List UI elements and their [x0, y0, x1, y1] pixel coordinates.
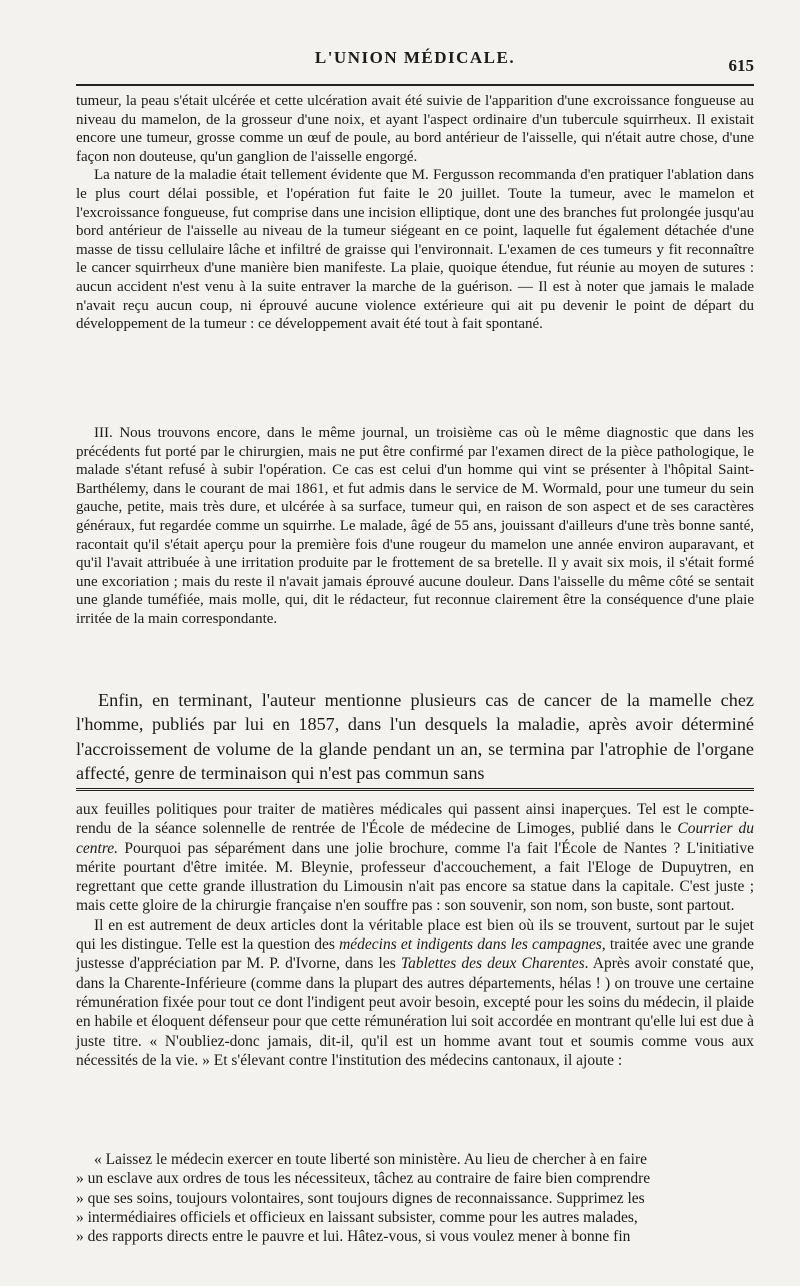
page-header [76, 48, 754, 82]
header-rule [76, 84, 754, 86]
publication-title: Tablettes des deux Charentes [400, 955, 585, 973]
text-run: Pourquoi pas séparément dans une jolie brochure, comme l'a fait l'École de Nantes ? L'initiative mérite pourtant d'être imitée. M. Bleynie, professeur d'accouchement, a fait l'Eloge de Dupuytren, en regrettant que cette grande illustration du Limousin n'ait pas encore sa statue dans la capitale. C'est juste ; mais cette gloire de la chirurgie française n'en souffre pas : son souvenir, son nom, son buste, sont partout. [76, 839, 754, 915]
paragraph: La nature de la maladie était tellement évidente que M. Fergusson recommanda d'en pratiquer l'ablation dans le plus court délai possible, et l'opération fut faite le 20 juillet. Toute la tumeur, avec le mamelon et l'excroissance fongueuse, fut comprise dans une incision elliptique, dont une des branches fut prolongée jusqu'au bord antérieur de l'aisselle au niveau de la tumeur siégeant en ce point, laquelle fut également détachée d'une masse de tissu cellulaire lâche et infiltré de graisse qui l'environnait. L'examen de ces tumeurs y fit reconnaître le cancer squirrheux d'une manière bien manifeste. La plaie, quoique étendue, fut réunie au moyen de sutures : aucun accident n'est venu à la suite entraver la marche de la guérison. — Il est à noter que jamais le malade n'avait reçu aucun coup, ni éprouvé aucune violence extérieure qui ait pu devenir le point de départ du développement de la tumeur : ce développement avait été tout à fait spontané. [76, 167, 754, 333]
article-title: médecins et indigents dans les campagnes [339, 936, 602, 954]
paragraph: Enfin, en terminant, l'auteur mentionne plusieurs cas de cancer de la mamelle chez l'homme, publiés par lui en 1857, dans l'un desquels la maladie, après avoir déterminé l'accroissement de volume de la glande pendant un an, se termina par l'atrophie de l'organe affecté, genre de terminaison qui n'est pas commun sans [76, 690, 754, 783]
quote-line: » que ses soins, toujours volontaires, sont toujours dignes de reconnaissance. Supprimez les [76, 1189, 645, 1207]
section-case-two [76, 92, 754, 334]
page-number: 615 [728, 56, 754, 75]
section-conclusion [76, 688, 754, 785]
paragraph [76, 916, 754, 1070]
text-run: aux feuilles politiques pour traiter de matières médicales qui passent ainsi inaperçues. Tel est le compte-rendu de la séance solennelle de rentrée de l'École de médecine de Limoges, publié dans le [76, 801, 754, 838]
publication-title: Courrier du centre. [76, 820, 755, 857]
text-run: . Après avoir constaté que, dans la Charente-Inférieure (comme dans la plupart des autres départements, hélas ! ) on trouve une certaine rémunération fixée pour tout ce dont l'indigent peut avoir besoin, excepté pour les soins du médecin, il plaide en habile et éloquent défenseur pour que cette rémunération lui soit accordée en montrant qu'elle lui est due à juste titre. « N'oubliez-donc jamais, dit-il, qu'il est un homme avant tout et soumis comme vous aux nécessités de la vie. » Et s'élevant contre l'institution des médecins cantonaux, il ajoute : [76, 955, 754, 1069]
section-case-three [76, 424, 754, 629]
quote-line: « Laissez le médecin exercer en toute liberté son ministère. Au lieu de chercher à en faire [94, 1151, 648, 1168]
running-title: L'UNION MÉDICALE. [314, 48, 516, 67]
quote-line: » intermédiaires officiels et officieux en laissant subsister, comme pour les autres malades, [76, 1208, 638, 1226]
paragraph: tumeur, la peau s'était ulcérée et cette ulcération avait été suivie de l'apparition d'une excroissance fongueuse au niveau du mamelon, de la grosseur d'une noix, et ayant l'aspect ordinaire d'un tubercule squirrheux. Il existait encore une tumeur, grosse comme un œuf de poule, au bord antérieur de l'aisselle, qui n'était autre chose, d'une façon non douteuse, qu'un ganglion de l'aisselle engorgé. [76, 93, 754, 165]
quote-line: » un esclave aux ordres de tous les nécessiteux, tâchez au contraire de faire bien comprendre [76, 1170, 651, 1188]
section-divider [76, 788, 754, 791]
text-run: Il en est autrement de deux articles dont la véritable place est bien où ils se trouvent, surtout par le sujet qui les distingue. Telle est la question des [76, 916, 754, 954]
paragraph [76, 800, 754, 916]
quote-paragraph [76, 1150, 754, 1246]
paragraph: III. Nous trouvons encore, dans le même journal, un troisième cas où le même diagnostic que dans les précédents fut porté par le chirurgien, mais ne put être confirmé par l'examen direct de la pièce pathologique, le malade s'étant refusé à subir l'opération. Ce cas est celui d'un homme qui vint se présenter à l'hôpital Saint-Barthélemy, dans le courant de mai 1861, et fut admis dans le service de M. Wormald, pour une tumeur du sein gauche, petite, mais très dure, et ulcérée à sa surface, tumeur qui, en raison de son aspect et de ses caractères généraux, fut regardée comme un squirrhe. Le malade, âgé de 55 ans, jouissant d'ailleurs d'une très bonne santé, racontait qu'il s'était aperçu pour la première fois d'une rougeur du mamelon une année environ auparavant, et qu'il l'avait attribuée à une irritation produite par le frottement de sa bretelle. Il y avait six mois, il s'était formé une excoriation ; mais du reste il n'avait jamais éprouvé aucune douleur. Dans l'aisselle du même côté se sentait une glande tuméfiée, mais molle, qui, dit le rédacteur, fut reconnue clairement être la conséquence d'une plaie irritée de la main correspondante. [76, 425, 754, 627]
block-quote [76, 1150, 754, 1246]
feuilleton-notes [76, 800, 754, 1070]
text-run: , traitée avec une grande justesse d'appréciation par M. P. d'Ivorne, dans les [76, 936, 754, 973]
quote-line: » des rapports directs entre le pauvre et lui. Hâtez-vous, si vous voulez mener à bonne fin [76, 1228, 631, 1246]
